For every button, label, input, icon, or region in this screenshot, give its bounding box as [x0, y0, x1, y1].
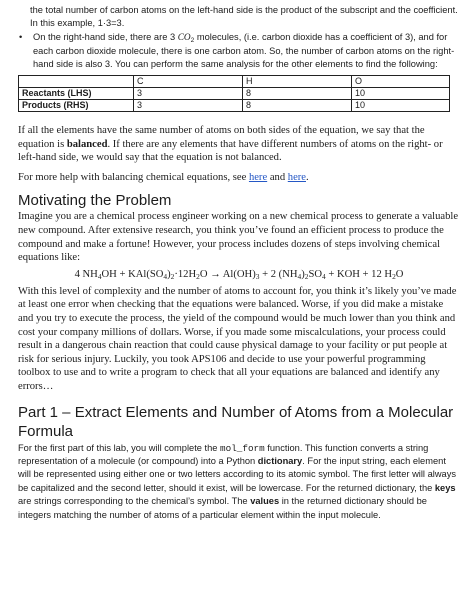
- bullet-text: On the right-hand side, there are 3 $CO_2$ molecules, (i.e. carbon dioxide has a coefficient of 3), and for each carbon dioxide molecule, there is one carbon atom. So, the number of carbon atoms on the right-hand side is also 3. You can perform the same analysis for the other elements to find the following:: [33, 32, 455, 69]
- table-row-label: Products (RHS): [19, 100, 134, 112]
- table-row: [19, 88, 450, 100]
- part1-paragraph: For the first part of this lab, you will complete the mol_form function. This function converts a string representation of a molecule (or compound) into a Python dictionary. For the input string, each element will be represented using either one or two letters according to its atomic symbol. The first letter will always be capitalized and the second letter, should it exist, will be lowercase. For the returned dictionary, the keys are strings corresponding to the chemical’s symbol. The values in the returned dictionary should be integers matching the number of atoms of a particular element within the input molecule.: [18, 442, 457, 520]
- table-row-label: Reactants (LHS): [19, 88, 134, 100]
- table-header-cell: H: [243, 76, 352, 88]
- table-cell: 3: [134, 100, 243, 112]
- bullet-dot-icon: •: [19, 32, 23, 42]
- table-cell: 8: [243, 100, 352, 112]
- bullet-item: [18, 31, 460, 71]
- table-header-cell: O: [352, 76, 450, 88]
- table-cell: 8: [243, 88, 352, 100]
- function-name-code: mol_form: [220, 442, 265, 454]
- motivating-heading: Motivating the Problem: [18, 192, 172, 210]
- table-header-row: [19, 76, 450, 88]
- table-cell: 3: [134, 88, 243, 100]
- table-header-cell: [19, 76, 134, 88]
- help-paragraph: For more help with balancing chemical equations, see here and here.: [18, 171, 309, 183]
- balanced-paragraph: If all the elements have the same number of atoms on both sides of the equation, we say that the equation is balanced. If there are any elements that have different numbers of atoms on the right- or left-hand side, we would say that the equation is not balanced.: [18, 125, 443, 164]
- motivating-paragraph-2: With this level of complexity and the number of atoms to account for, you think it’s likely you’ve made at least one error when checking that the equations were balanced. Worse, if you did make a mistake and you try to execute the process, the yield of the compound would be much lower than you think and cost your company millions of dollars. Worse, if you made some miscalculations, your process could result in a dangerous chain reaction that could cause physical damage to your facility or put people at risk for serious injury. Luckily, you took APS106 and decide to use your powerful programming toolbox to use and to write a program to check that all your equations are balanced and identify any errors…: [18, 285, 457, 392]
- continuation-text: the total number of carbon atoms on the left-hand side is the product of the subscript and the coefficient. In this example, 1·3=3.: [30, 5, 458, 28]
- table-row: [19, 100, 450, 112]
- co2-formula: CO: [177, 33, 191, 43]
- part1-heading: Part 1 – Extract Elements and Number of Atoms from a Molecular Formula: [18, 403, 454, 440]
- chemical-equation: 4 $NH_4OH + KAl(SO_4)_2\cdot 12H_2O \to Al(OH)_3 + 2$ $(NH_4)_2SO_4$ + KOH + 12 $H_2O$: [74, 268, 404, 281]
- table-cell: 10: [352, 100, 450, 112]
- help-link-1[interactable]: here: [248, 171, 268, 183]
- motivating-paragraph-1: Imagine you are a chemical process engineer working on a new chemical process to generate a valuable new compound. After extensive research, you think you’ve found an efficient process to produce the compound and make a fortune! However, your process includes dozens of steps involving chemical equations like:: [18, 211, 459, 264]
- document-page: [18, 4, 460, 522]
- table-header-cell: C: [134, 76, 243, 88]
- atom-count-table: [18, 75, 450, 112]
- help-link-2[interactable]: here: [287, 171, 306, 183]
- table-cell: 10: [352, 88, 450, 100]
